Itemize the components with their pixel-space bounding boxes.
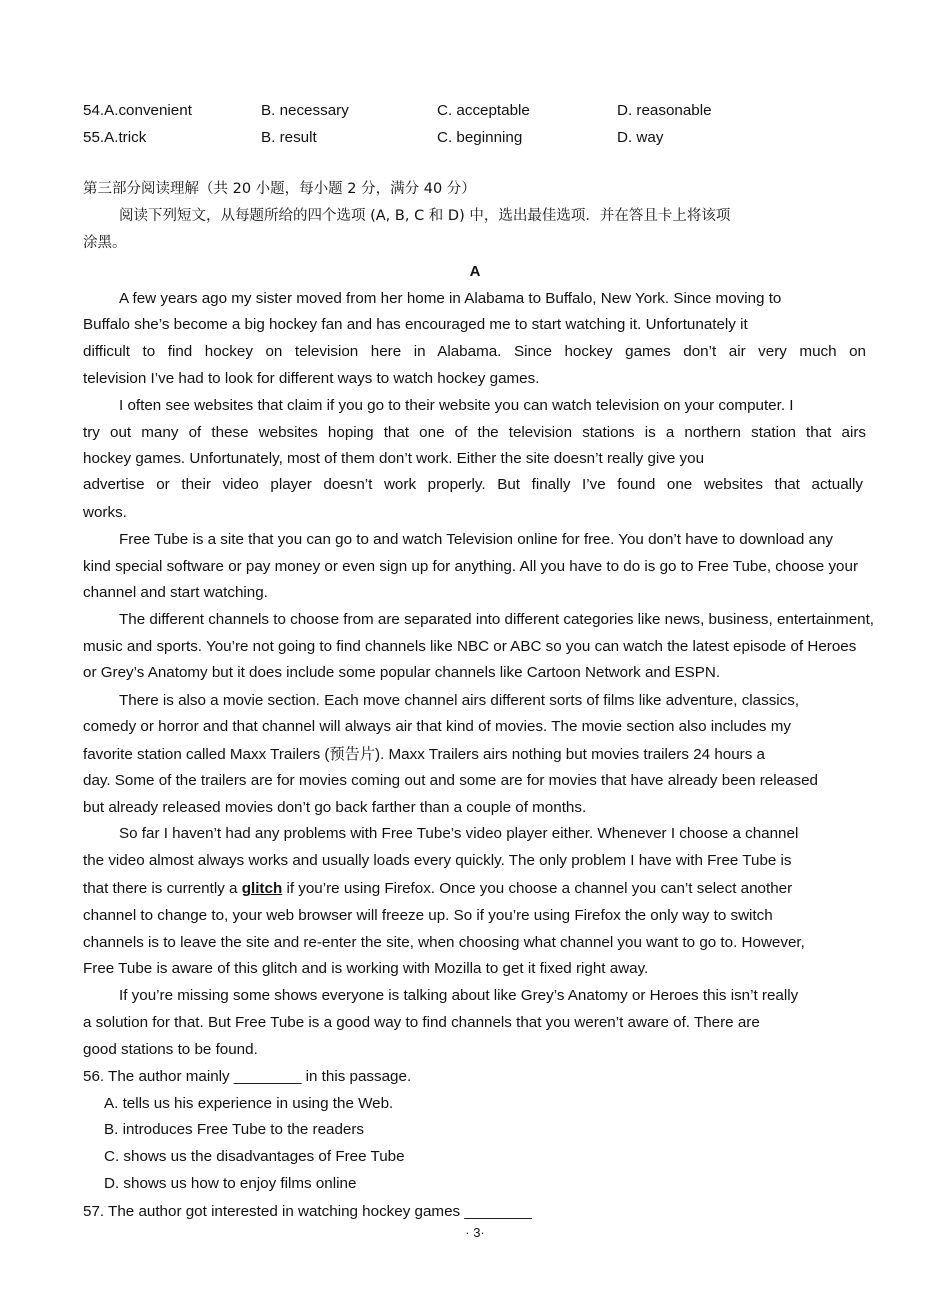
passage-line: A few years ago my sister moved from her home in Alabama to Buffalo, New York. Since moving to xyxy=(119,290,782,307)
passage-line: day. Some of the trailers are for movies coming out and some are for movies that have already been released xyxy=(83,772,819,789)
q56-option-a: A. tells us his experience in using the Web. xyxy=(104,1095,394,1112)
q56-stem: 56. The author mainly ________ in this passage. xyxy=(83,1068,412,1085)
q57-stem: 57. The author got interested in watching hockey games ________ xyxy=(83,1203,532,1220)
passage-line: good stations to be found. xyxy=(83,1041,258,1058)
passage-line: a solution for that. But Free Tube is a good way to find channels that you weren’t aware of. There are xyxy=(83,1014,760,1031)
q54-option-b: B. necessary xyxy=(261,102,349,119)
page-number: · 3· xyxy=(465,1225,485,1240)
q55-option-c: C. beginning xyxy=(437,129,523,146)
q54-option-c: C. acceptable xyxy=(437,102,530,119)
q54-option-a: 54.A.convenient xyxy=(83,102,192,119)
q54-option-d: D. reasonable xyxy=(617,102,712,119)
passage-line: the video almost always works and usually loads every quickly. The only problem I have with Free Tube is xyxy=(83,852,792,869)
passage-line: but already released movies don’t go back farther than a couple of months. xyxy=(83,799,587,816)
passage-line: difficult to find hockey on television here in Alabama. Since hockey games don’t air very much on xyxy=(83,343,866,360)
passage-line: or Grey’s Anatomy but it does include some popular channels like Cartoon Network and ESPN. xyxy=(83,664,721,681)
passage-line: channel to change to, your web browser will freeze up. So if you’re using Firefox the only way to switch xyxy=(83,907,773,924)
passage-line: hockey games. Unfortunately, most of them don’t work. Either the site doesn’t really give you xyxy=(83,450,705,467)
passage-line: Free Tube is a site that you can go to and watch Television online for free. You don’t have to download any xyxy=(119,531,834,548)
glitch-line-start: that there is currently a xyxy=(83,880,238,897)
passage-line: There is also a movie section. Each move channel airs different sorts of films like adventure, classics, xyxy=(119,692,800,709)
section-heading: 第三部分阅读理解（共 20 小题，每小题 2 分，满分 40 分） xyxy=(83,181,476,197)
q56-option-d: D. shows us how to enjoy films online xyxy=(104,1175,357,1192)
passage-line: favorite station called Maxx Trailers (预告片). Maxx Trailers airs nothing but movies trailers 24 hours a xyxy=(83,746,765,763)
passage-line-glitch xyxy=(83,879,945,899)
passage-line: kind special software or pay money or even sign up for anything. All you have to do is go to Free Tube, choose your xyxy=(83,558,859,575)
passage-line: television I’ve had to look for different ways to watch hockey games. xyxy=(83,370,540,387)
passage-line: Free Tube is aware of this glitch and is working with Mozilla to get it fixed right away. xyxy=(83,960,649,977)
q56-option-b: B. introduces Free Tube to the readers xyxy=(104,1121,365,1138)
section-instruction-cont: 涂黑。 xyxy=(83,235,127,251)
passage-line: works. xyxy=(83,504,127,521)
q55-option-b: B. result xyxy=(261,129,317,146)
passage-line: If you’re missing some shows everyone is talking about like Grey’s Anatomy or Heroes this isn’t really xyxy=(119,987,799,1004)
q55-option-a: 55.A.trick xyxy=(83,129,147,146)
q55-option-d: D. way xyxy=(617,129,664,146)
passage-line: The different channels to choose from are separated into different categories like news, business, entertainment, xyxy=(119,611,875,628)
passage-line: music and sports. You’re not going to find channels like NBC or ABC so you can watch the latest episode of Heroes xyxy=(83,638,857,655)
passage-line: channel and start watching. xyxy=(83,584,268,601)
passage-line: try out many of these websites hoping that one of the television stations is a northern station that airs xyxy=(83,424,866,441)
underlined-word-glitch: glitch xyxy=(241,880,283,897)
passage-line: I often see websites that claim if you go to their website you can watch television on your computer. I xyxy=(119,397,794,414)
passage-line: advertise or their video player doesn’t work properly. But finally I’ve found one websites that actually xyxy=(83,476,863,493)
passage-line: Buffalo she’s become a big hockey fan and has encouraged me to start watching it. Unfortunately it xyxy=(83,316,748,333)
q56-option-c: C. shows us the disadvantages of Free Tube xyxy=(104,1148,405,1165)
glitch-line-end: if you’re using Firefox. Once you choose a channel you can’t select another xyxy=(286,880,793,897)
passage-line: So far I haven’t had any problems with Free Tube’s video player either. Whenever I choose a channel xyxy=(119,825,799,842)
passage-title: A xyxy=(469,263,481,280)
passage-line: comedy or horror and that channel will always air that kind of movies. The movie section also includes my xyxy=(83,718,791,735)
section-instruction: 阅读下列短文，从每题所给的四个选项 (A, B, C 和 D) 中，选出最佳选项．并在答且卡上将该项 xyxy=(119,208,731,224)
passage-line: channels is to leave the site and re-enter the site, when choosing what channel you want to go to. However, xyxy=(83,934,805,951)
